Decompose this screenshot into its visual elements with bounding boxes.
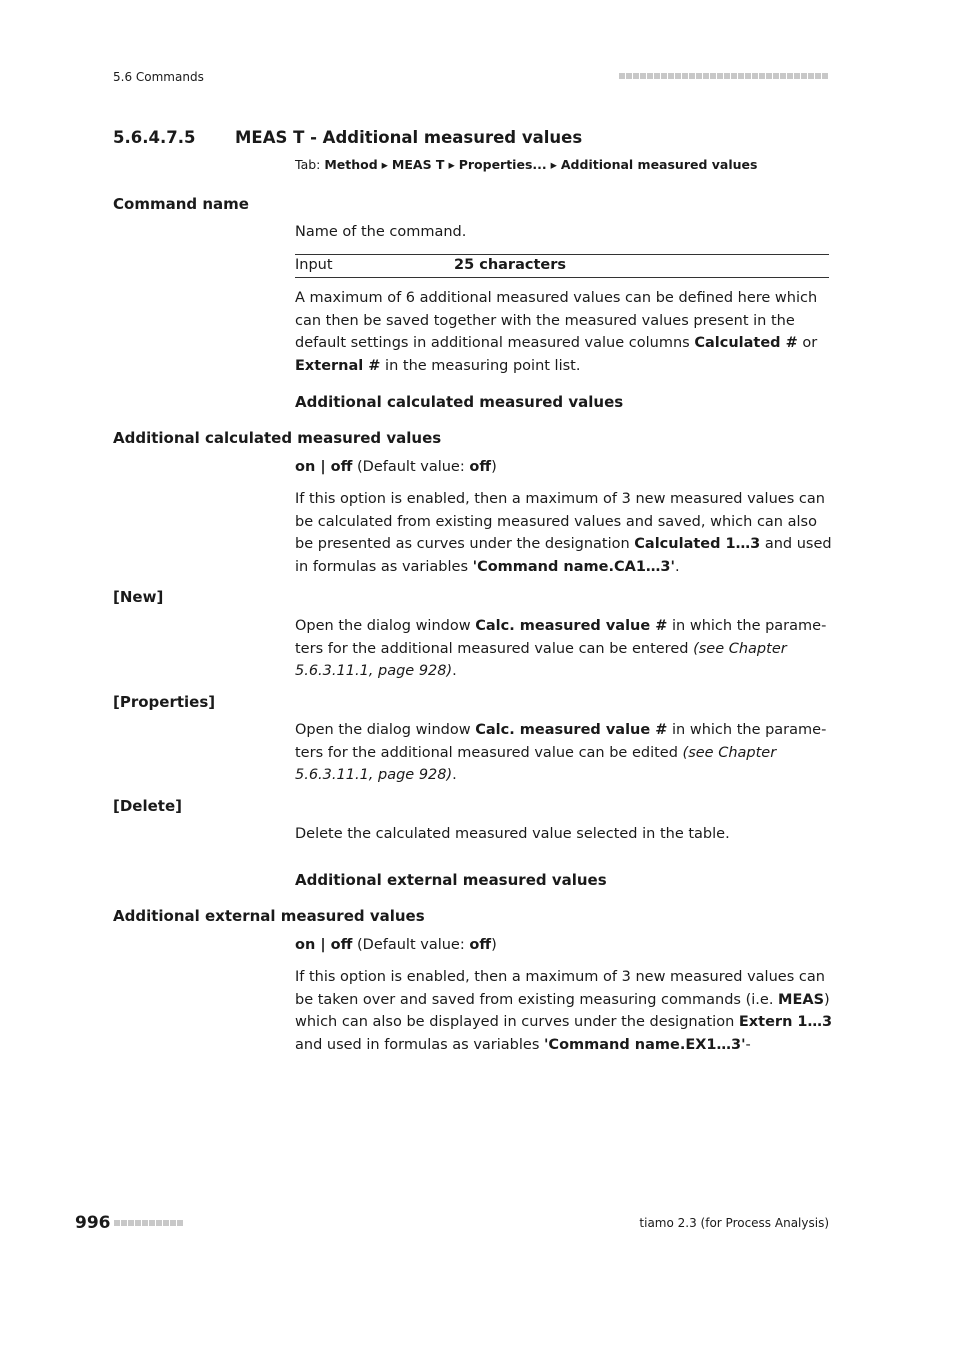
footer-product: tiamo 2.3 (for Process Analysis): [639, 1216, 829, 1230]
properties-label: [Properties]: [113, 693, 216, 711]
ext-subheading: Additional external measured values: [295, 871, 607, 889]
command-name-label: Command name: [113, 195, 249, 213]
delete-label: [Delete]: [113, 797, 182, 815]
header-dot-bar: [619, 73, 829, 79]
calc-subheading: Additional calculated measured values: [295, 393, 624, 411]
new-desc: Open the dialog window Calc. measured value # in which the parame-ters for the additional measured value can be entered (see Chapter 5.6.3.11.1, page 928).: [295, 618, 827, 679]
section-number: 5.6.4.7.5: [113, 128, 196, 147]
command-name-desc: Name of the command.: [295, 224, 467, 240]
intro-paragraph: A maximum of 6 additional measured values can be defined here which can then be saved together with the measured values present in the default settings in additional measured value columns Calculated # or External # in the measuring point list.: [295, 290, 818, 374]
input-table: [295, 254, 829, 278]
calc-desc: If this option is enabled, then a maximum of 3 new measured values can be calculated from existing measured values and saved, which can also be presented as curves under the designation Calculated 1…3 and used in formulas as variables 'Command name.CA1…3'.: [295, 491, 832, 575]
running-header-section: 5.6 Commands: [113, 70, 204, 84]
footer-dot-bar: [114, 1220, 184, 1226]
new-label: [New]: [113, 588, 164, 606]
calc-label: Additional calculated measured values: [113, 429, 442, 447]
input-table-key: Input: [295, 257, 333, 273]
ext-label: Additional external measured values: [113, 907, 425, 925]
page-number: 996: [75, 1213, 111, 1233]
calc-default: on | off (Default value: off): [295, 459, 497, 475]
section-heading: [113, 128, 582, 147]
section-title: MEAS T - Additional measured values: [235, 128, 583, 147]
delete-desc: Delete the calculated measured value selected in the table.: [295, 826, 730, 842]
input-table-value: 25 characters: [454, 257, 567, 273]
tab-path: Tab: Method ▸ MEAS T ▸ Properties... ▸ Additional measured values: [295, 157, 758, 172]
ext-default: on | off (Default value: off): [295, 937, 497, 953]
properties-desc: Open the dialog window Calc. measured value # in which the parame-ters for the additional measured value can be edited (see Chapter 5.6.3.11.1, page 928).: [295, 722, 827, 783]
ext-desc: If this option is enabled, then a maximum of 3 new measured values can be taken over and saved from existing measuring commands (i.e. MEAS) which can also be displayed in curves under the designation Extern 1…3 and used in formulas as variables 'Command name.EX1…3'-: [295, 969, 833, 1053]
